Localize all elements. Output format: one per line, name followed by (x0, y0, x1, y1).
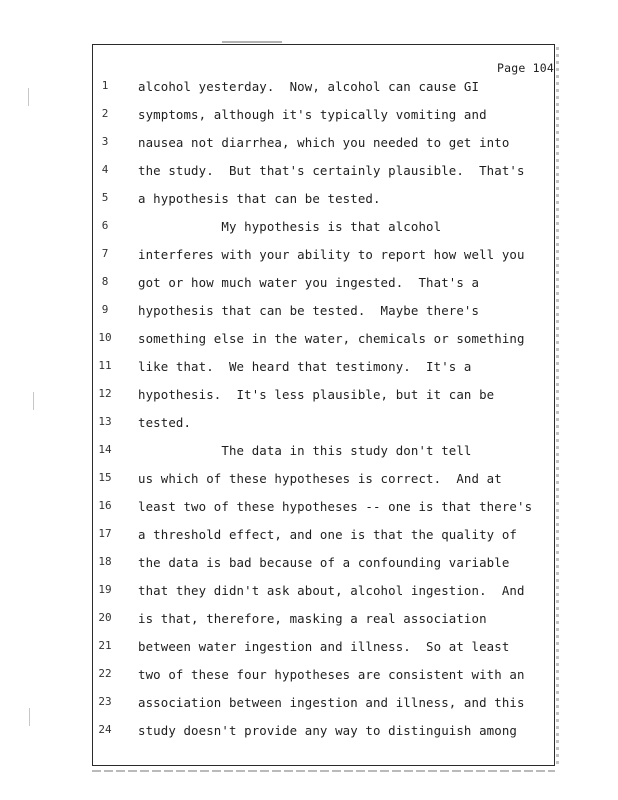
line-text: a threshold effect, and one is that the quality of (138, 527, 517, 542)
line-text: that they didn't ask about, alcohol ingestion. And (138, 583, 525, 598)
transcript-line (0, 499, 618, 519)
line-number: 5 (101, 191, 109, 204)
line-number: 17 (98, 527, 112, 540)
line-number: 10 (98, 331, 112, 344)
line-number: 12 (98, 387, 112, 400)
line-text: got or how much water you ingested. That's a (138, 275, 480, 290)
line-number: 20 (98, 611, 112, 624)
line-number: 13 (98, 415, 112, 428)
line-number: 9 (101, 303, 109, 316)
line-text: two of these four hypotheses are consistent with an (138, 667, 525, 682)
line-text: is that, therefore, masking a real association (138, 611, 487, 626)
line-number: 7 (101, 247, 109, 260)
line-number: 4 (101, 163, 109, 176)
transcript-line (0, 303, 618, 323)
transcript-line (0, 275, 618, 295)
line-text: study doesn't provide any way to distinguish among (138, 723, 517, 738)
line-text: the data is bad because of a confounding variable (138, 555, 510, 570)
line-text: nausea not diarrhea, which you needed to get into (138, 135, 510, 150)
line-number: 14 (98, 443, 112, 456)
transcript-line (0, 359, 618, 379)
line-number: 18 (98, 555, 112, 568)
scan-bottom-rule (92, 770, 555, 772)
transcript-line (0, 191, 618, 211)
line-text: us which of these hypotheses is correct. And at (138, 471, 502, 486)
transcript-line (0, 723, 618, 743)
line-text: symptoms, although it's typically vomiting and (138, 107, 487, 122)
line-number: 24 (98, 723, 112, 736)
transcript-line (0, 667, 618, 687)
line-text: like that. We heard that testimony. It's a (138, 359, 472, 374)
line-number: 1 (101, 79, 109, 92)
transcript-line (0, 527, 618, 547)
line-text: The data in this study don't tell (138, 443, 472, 458)
line-number: 6 (101, 219, 109, 232)
transcript-line (0, 611, 618, 631)
transcript-line (0, 79, 618, 99)
transcript-line (0, 219, 618, 239)
page-number: Page 104 (497, 61, 554, 75)
line-number: 19 (98, 583, 112, 596)
line-text: My hypothesis is that alcohol (138, 219, 442, 234)
line-text: association between ingestion and illness, and this (138, 695, 525, 710)
line-text: least two of these hypotheses -- one is that there's (138, 499, 533, 514)
transcript-line (0, 247, 618, 267)
line-text: a hypothesis that can be tested. (138, 191, 381, 206)
transcript-line (0, 555, 618, 575)
transcript-line (0, 583, 618, 603)
line-number: 11 (98, 359, 112, 372)
line-number: 16 (98, 499, 112, 512)
line-text: hypothesis. It's less plausible, but it can be (138, 387, 495, 402)
transcript-line (0, 695, 618, 715)
line-number: 22 (98, 667, 112, 680)
line-text: hypothesis that can be tested. Maybe there's (138, 303, 480, 318)
line-number: 2 (101, 107, 109, 120)
transcript-line (0, 331, 618, 351)
line-number: 8 (101, 275, 109, 288)
transcript-line (0, 107, 618, 127)
line-text: tested. (138, 415, 192, 430)
transcript-line (0, 135, 618, 155)
line-text: the study. But that's certainly plausible. That's (138, 163, 525, 178)
transcript-line (0, 387, 618, 407)
scan-top-mark (222, 41, 282, 43)
line-text: between water ingestion and illness. So at least (138, 639, 510, 654)
line-number: 21 (98, 639, 112, 652)
line-text: something else in the water, chemicals or something (138, 331, 525, 346)
transcript-line (0, 639, 618, 659)
line-number: 15 (98, 471, 112, 484)
line-text: alcohol yesterday. Now, alcohol can cause GI (138, 79, 480, 94)
transcript-line (0, 443, 618, 463)
line-text: interferes with your ability to report how well you (138, 247, 525, 262)
transcript-line (0, 415, 618, 435)
transcript-line (0, 163, 618, 183)
transcript-line (0, 471, 618, 491)
line-number: 3 (101, 135, 109, 148)
line-number: 23 (98, 695, 112, 708)
